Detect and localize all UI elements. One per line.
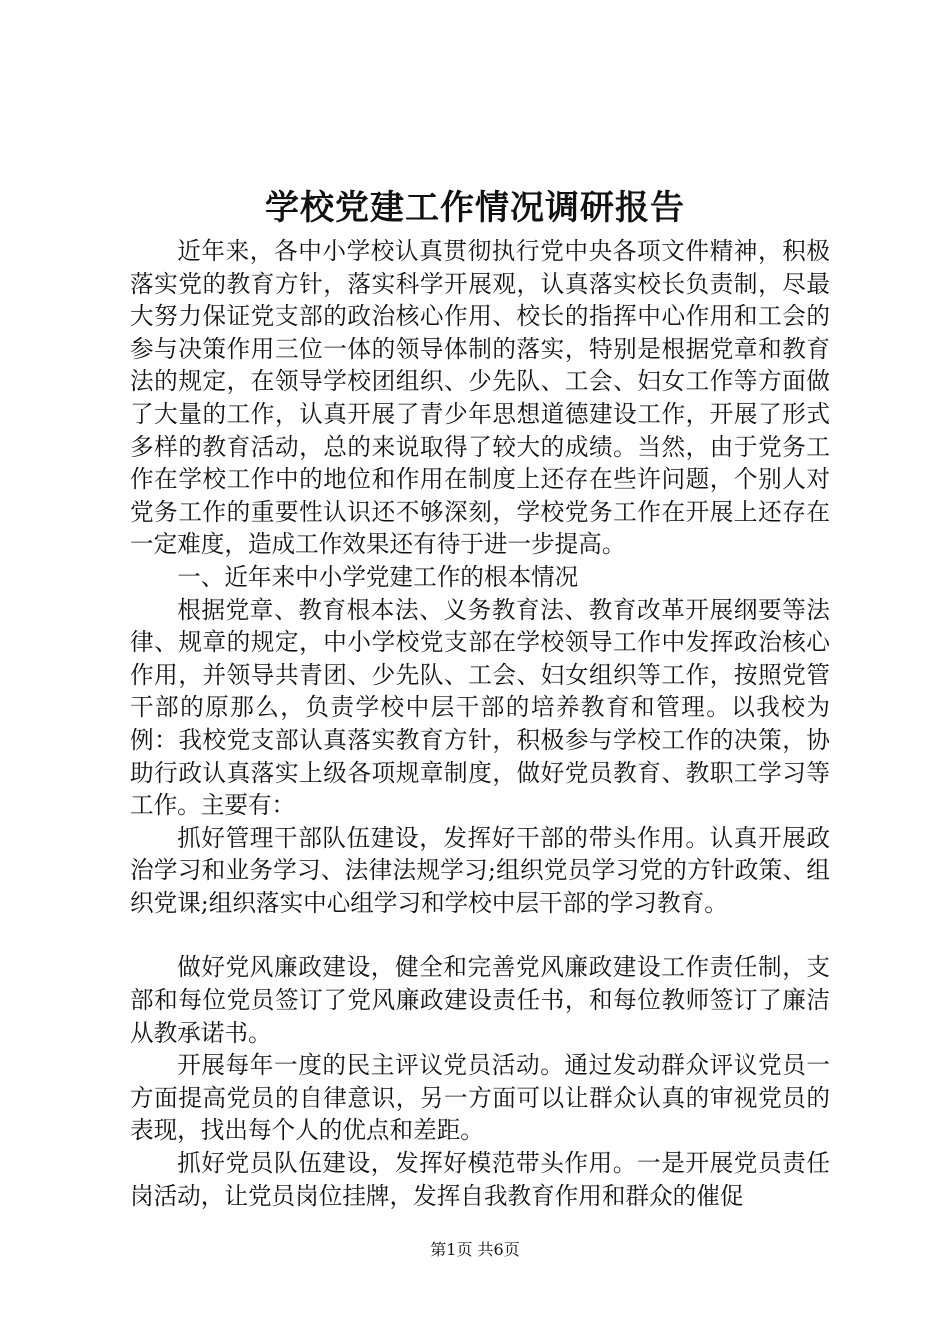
paragraph-intro: 近年来，各中小学校认真贯彻执行党中央各项文件精神，积极落实党的教育方针，落实科学开展观，认真落实校长负责制，尽最大努力保证党支部的政治核心作用、校长的指挥中心作用和工会的参与决策作用三位一体的领导体制的落实，特别是根据党章和教育法的规定，在领导学校团组织、少先队、工会、妇女工作等方面做了大量的工作，认真开展了青少年思想道德建设工作，开展了形式多样的教育活动，总的来说取得了较大的成绩。当然，由于党务工作在学校工作中的地位和作用在制度上还存在些许问题，个别人对党务工作的重要性认识还不够深刻，学校党务工作在开展上还存在一定难度，造成工作效果还有待于进一步提高。 — [130, 237, 830, 559]
document-body — [130, 235, 830, 1212]
paragraph-democratic-review: 开展每年一度的民主评议党员活动。通过发动群众评议党员一方面提高党员的自律意识，另一方面可以让群众认真的审视党员的表现，找出每个人的优点和差距。 — [130, 1051, 830, 1145]
section-heading: 一、近年来中小学党建工作的根本情况 — [177, 562, 579, 591]
paragraph-cadre-building: 抓好管理干部队伍建设，发挥好干部的带头作用。认真开展政治学习和业务学习、法律法规学习;组织党员学习党的方针政策、组织党课;组织落实中心组学习和学校中层干部的学习教育。 — [130, 823, 830, 917]
paragraph-member-building: 抓好党员队伍建设，发挥好模范带头作用。一是开展党员责任岗活动，让党员岗位挂牌，发挥自我教育作用和群众的催促 — [130, 1149, 830, 1210]
document-title: 学校党建工作情况调研报告 — [265, 188, 685, 228]
paragraph-integrity: 做好党风廉政建设，健全和完善党风廉政建设工作责任制，支部和每位党员签订了党风廉政建设责任书，和每位教师签订了廉洁从教承诺书。 — [130, 953, 830, 1047]
page-number-footer: 第1页 共6页 — [430, 1240, 520, 1259]
paragraph-basic-situation: 根据党章、教育根本法、义务教育法、教育改革开展纲要等法律、规章的规定，中小学校党支部在学校领导工作中发挥政治核心作用，并领导共青团、少先队、工会、妇女组织等工作，按照党管干部的原那么，负责学校中层干部的培养教育和管理。以我校为例：我校党支部认真落实教育方针，积极参与学校工作的决策，协助行政认真落实上级各项规章制度，做好党员教育、教职工学习等工作。主要有： — [130, 595, 830, 820]
